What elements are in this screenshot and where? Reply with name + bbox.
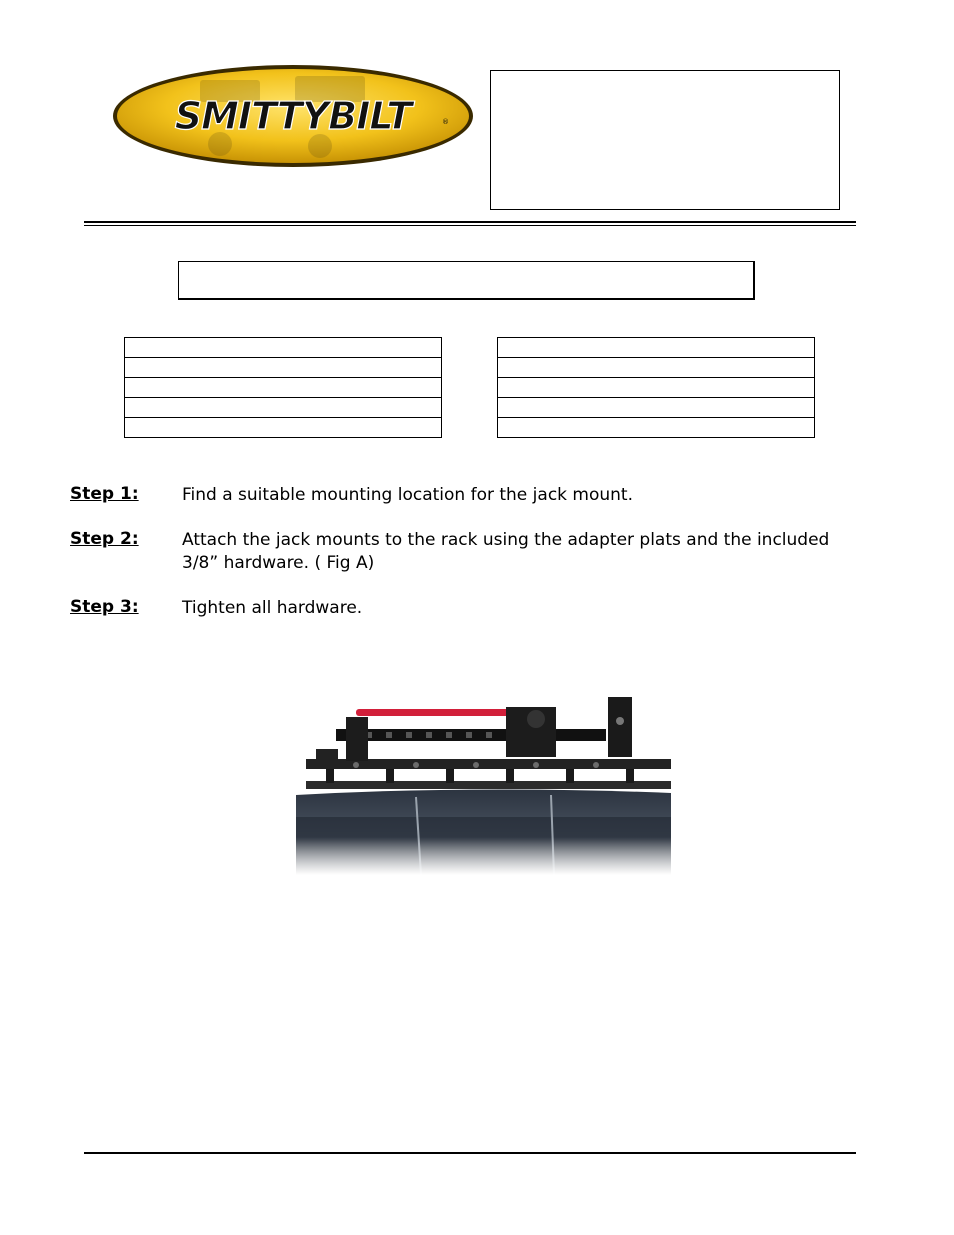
table-row <box>498 358 815 378</box>
step-2-text: Attach the jack mounts to the rack using the adapter plats and the included 3/8” hardware. ( Fig A) <box>182 530 830 573</box>
table-row <box>498 418 815 438</box>
registered-mark: ® <box>442 118 449 126</box>
smittybilt-logo <box>110 62 476 170</box>
table-row <box>125 418 442 438</box>
table-row <box>125 378 442 398</box>
header-rule-thick <box>84 221 856 223</box>
table-row <box>498 338 815 358</box>
step-1-label: Step 1: <box>70 484 139 504</box>
table-row <box>125 398 442 418</box>
header-info-box <box>490 70 840 210</box>
parts-table-right <box>497 337 815 438</box>
footer-rule <box>84 1152 856 1154</box>
logo-text: SMITTYBILT <box>174 94 412 138</box>
parts-table-left <box>124 337 442 438</box>
step-3-text: Tighten all hardware. <box>182 598 363 618</box>
step-2-label: Step 2: <box>70 529 139 549</box>
step-3-label: Step 3: <box>70 597 139 617</box>
table-row <box>125 338 442 358</box>
jack-mount-photo <box>296 697 671 875</box>
title-box <box>178 261 755 300</box>
table-row <box>498 398 815 418</box>
step-1-text: Find a suitable mounting location for the jack mount. <box>182 485 633 505</box>
table-row <box>125 358 442 378</box>
header-rule-thin <box>84 225 856 226</box>
table-row <box>498 378 815 398</box>
